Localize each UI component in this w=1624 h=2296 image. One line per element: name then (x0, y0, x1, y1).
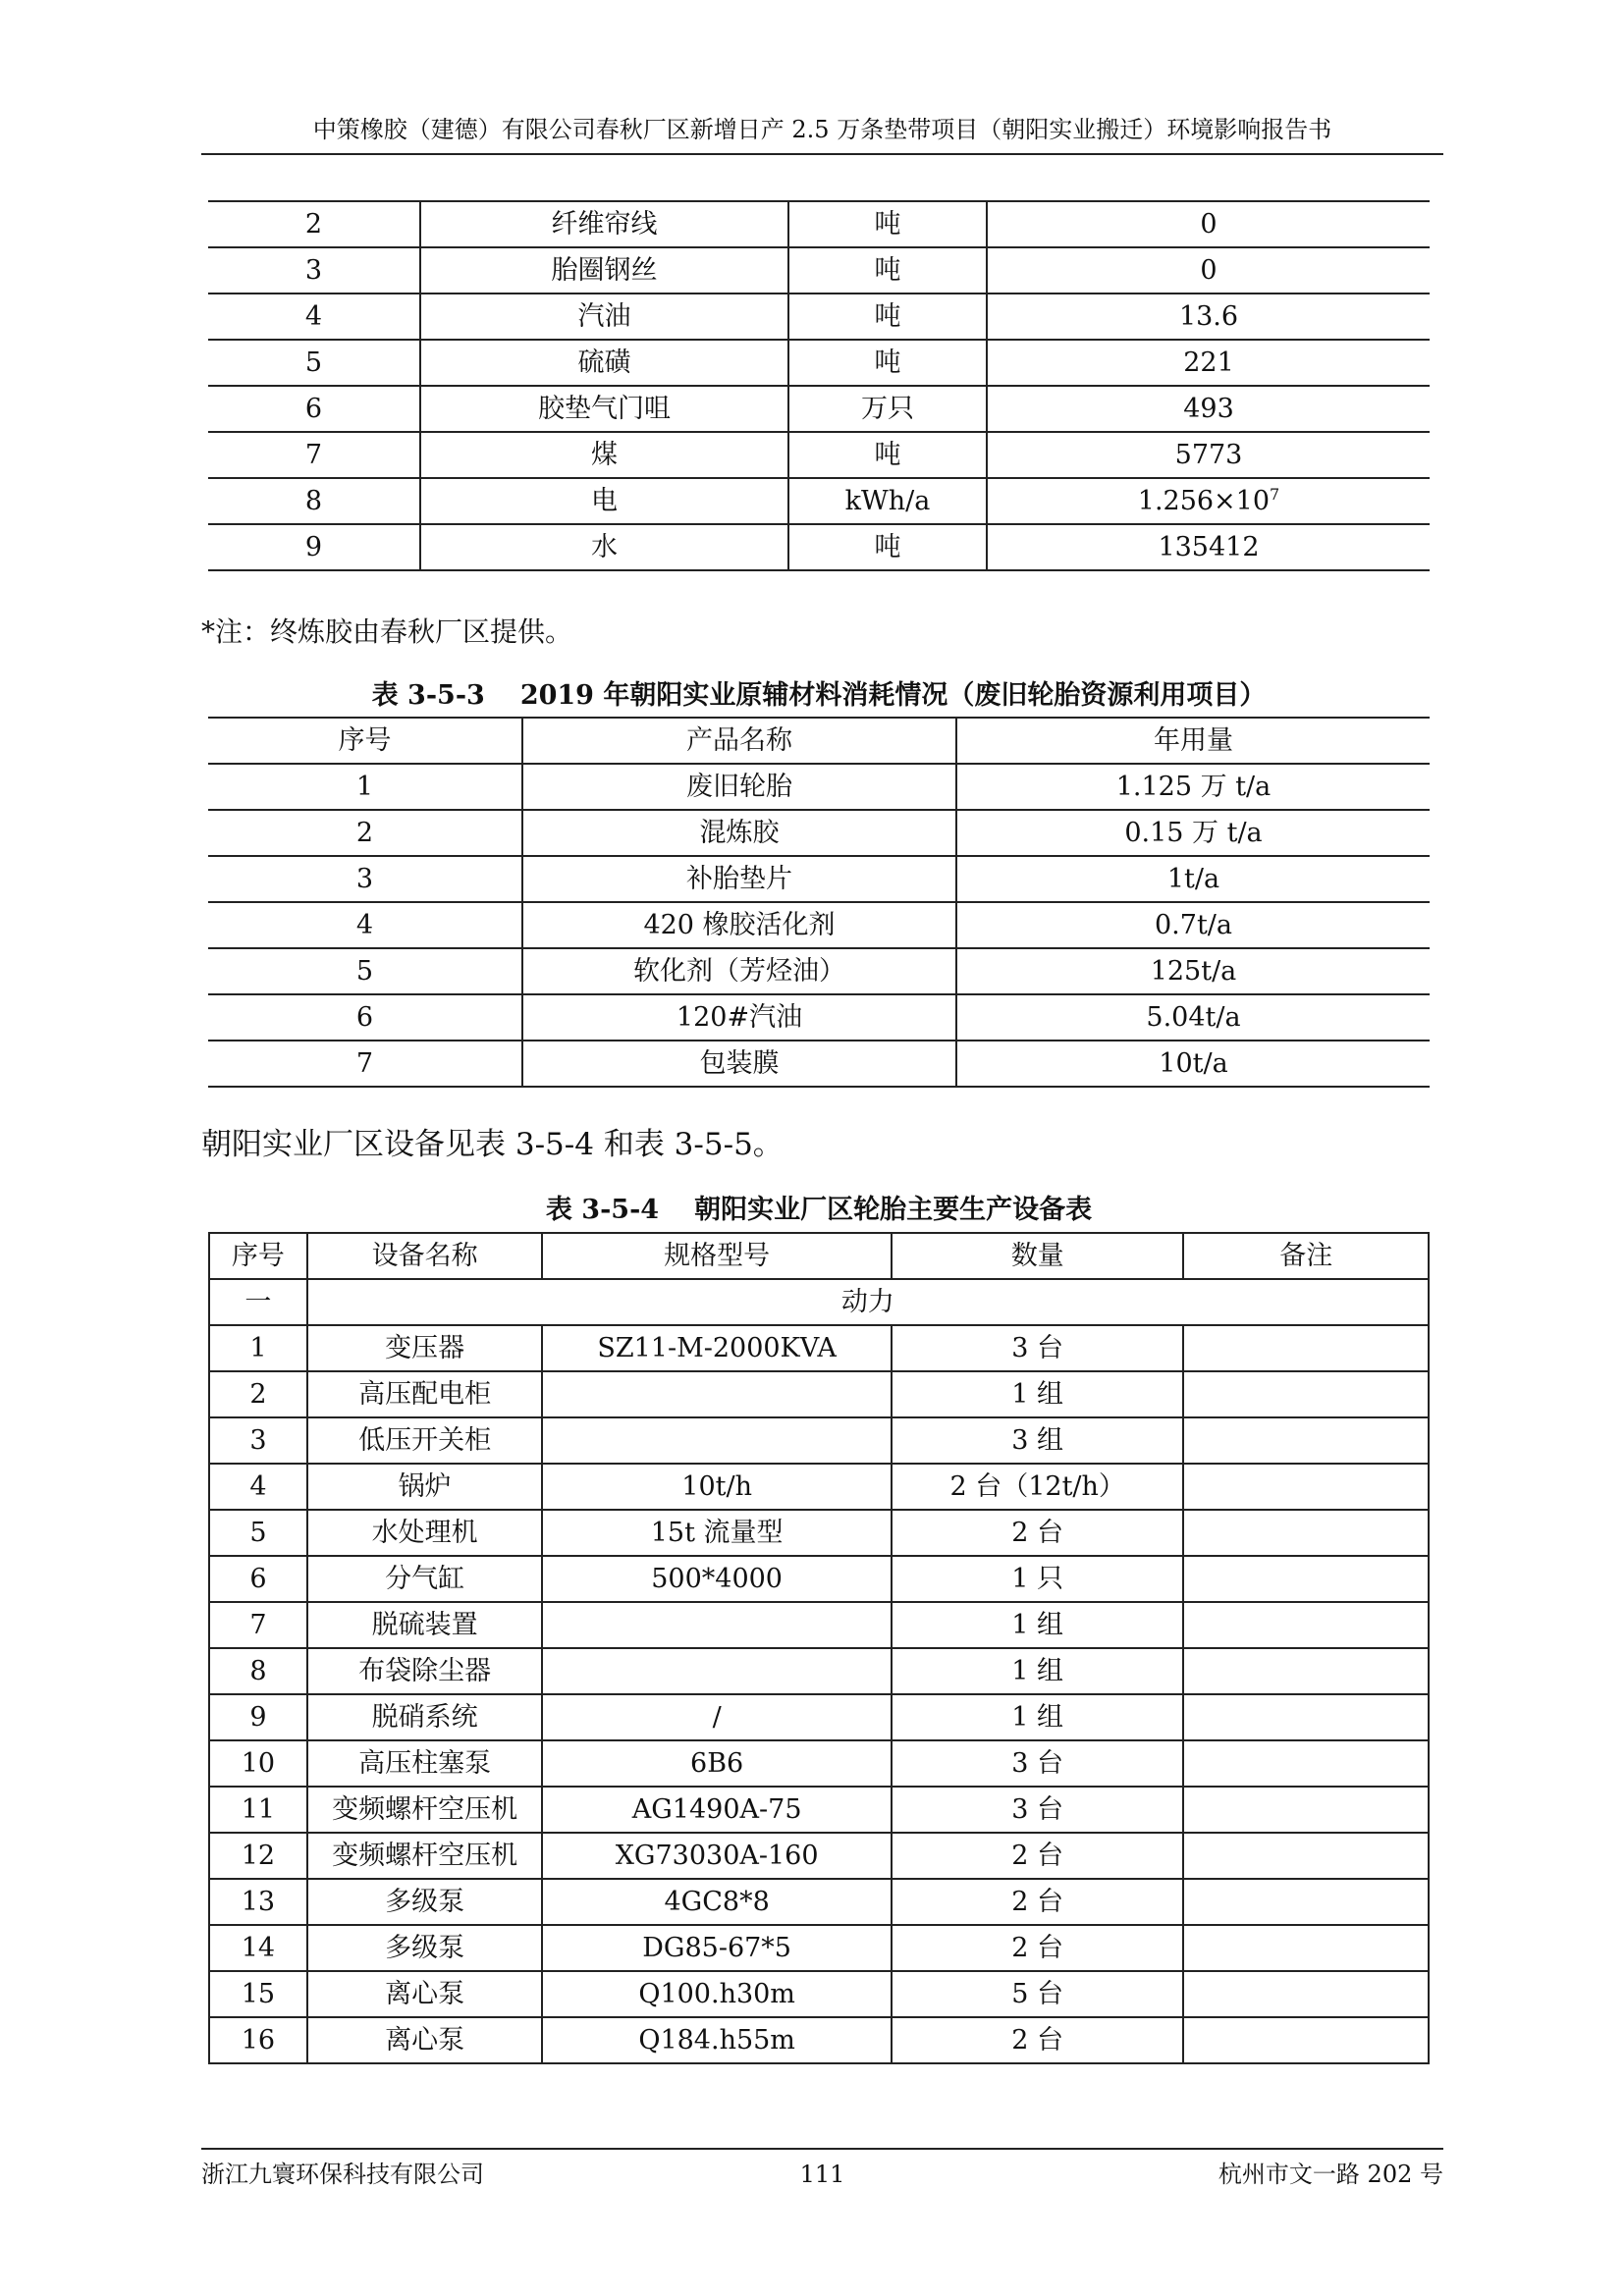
page-number: 111 (799, 2161, 845, 2188)
footer-company: 浙江九寰环保科技有限公司 (201, 2161, 484, 2188)
equipment-name: 布袋除尘器 (307, 1648, 543, 1694)
equipment-name: 变频螺杆空压机 (307, 1833, 543, 1879)
table-row (208, 902, 1430, 948)
quantity: 3 台 (892, 1787, 1184, 1833)
column-header: 数量 (892, 1233, 1184, 1279)
column-header: 设备名称 (307, 1233, 543, 1279)
table-row (209, 1787, 1429, 1833)
equipment-name: 高压配电柜 (307, 1371, 543, 1417)
product-name: 废旧轮胎 (522, 764, 956, 810)
remark (1183, 1556, 1429, 1602)
row-number: 4 (208, 902, 522, 948)
material-name: 电 (420, 478, 788, 524)
remark (1183, 1648, 1429, 1694)
quantity: 2 台（12t/h） (892, 1464, 1184, 1510)
remark (1183, 1879, 1429, 1925)
row-number: 4 (208, 294, 420, 340)
annual-amount: 1.125 万 t/a (956, 764, 1430, 810)
amount-value: 1.256×10 (1137, 486, 1271, 516)
table-row (209, 1833, 1429, 1879)
column-header: 产品名称 (522, 718, 956, 764)
table-row (208, 856, 1430, 902)
unit: 吨 (788, 247, 987, 294)
column-header: 年用量 (956, 718, 1430, 764)
row-number: 3 (208, 856, 522, 902)
column-header: 序号 (208, 718, 522, 764)
amount (987, 294, 1430, 340)
row-number: 12 (209, 1833, 307, 1879)
table-section-row (209, 1279, 1429, 1325)
specification: Q184.h55m (542, 2017, 892, 2063)
table-row (208, 764, 1430, 810)
row-number: 9 (209, 1694, 307, 1740)
amount-value: 0 (1200, 255, 1218, 286)
row-number: 7 (208, 1041, 522, 1087)
product-name: 混炼胶 (522, 810, 956, 856)
specification (542, 1371, 892, 1417)
remark (1183, 1602, 1429, 1648)
row-number: 8 (208, 478, 420, 524)
table-row (209, 1740, 1429, 1787)
table-row (209, 1325, 1429, 1371)
annual-amount: 1t/a (956, 856, 1430, 902)
row-number: 3 (209, 1417, 307, 1464)
specification: 500*4000 (542, 1556, 892, 1602)
amount-value: 5773 (1174, 440, 1243, 470)
table-row (209, 1556, 1429, 1602)
table-row (209, 1971, 1429, 2017)
row-number: 6 (209, 1556, 307, 1602)
table-row (208, 994, 1430, 1041)
quantity: 1 组 (892, 1648, 1184, 1694)
specification (542, 1417, 892, 1464)
annual-amount: 0.15 万 t/a (956, 810, 1430, 856)
column-header: 规格型号 (542, 1233, 892, 1279)
amount-value: 13.6 (1178, 301, 1239, 332)
table-row (209, 1417, 1429, 1464)
specification: XG73030A-160 (542, 1833, 892, 1879)
table-row (208, 478, 1430, 524)
material-name: 胎圈钢丝 (420, 247, 788, 294)
product-name: 420 橡胶活化剂 (522, 902, 956, 948)
row-number: 2 (208, 810, 522, 856)
annual-amount: 5.04t/a (956, 994, 1430, 1041)
footer-address: 杭州市文一路 202 号 (1218, 2161, 1443, 2188)
row-number: 4 (209, 1464, 307, 1510)
quantity: 2 台 (892, 1510, 1184, 1556)
equipment-name: 脱硫装置 (307, 1602, 543, 1648)
remark (1183, 1787, 1429, 1833)
page-footer (201, 2148, 1443, 2188)
row-number: 2 (208, 201, 420, 247)
product-name: 120#汽油 (522, 994, 956, 1041)
remark (1183, 2017, 1429, 2063)
specification (542, 1648, 892, 1694)
row-number: 10 (209, 1740, 307, 1787)
quantity: 1 只 (892, 1556, 1184, 1602)
unit: 吨 (788, 294, 987, 340)
remark (1183, 1925, 1429, 1971)
table-row (208, 948, 1430, 994)
unit: 吨 (788, 201, 987, 247)
amount (987, 524, 1430, 570)
amount (987, 478, 1430, 524)
remark (1183, 1464, 1429, 1510)
amount (987, 386, 1430, 432)
table-caption (208, 673, 1430, 712)
remark (1183, 1417, 1429, 1464)
specification: DG85-67*5 (542, 1925, 892, 1971)
table-row (208, 386, 1430, 432)
section-number: 一 (209, 1279, 307, 1325)
material-name: 水 (420, 524, 788, 570)
quantity: 2 台 (892, 2017, 1184, 2063)
quantity: 3 台 (892, 1325, 1184, 1371)
product-name: 软化剂（芳烃油） (522, 948, 956, 994)
page-header (201, 114, 1443, 155)
specification: 10t/h (542, 1464, 892, 1510)
amount (987, 340, 1430, 386)
caption-title: 2019 年朝阳实业原辅材料消耗情况（废旧轮胎资源利用项目） (519, 680, 1267, 711)
unit: 吨 (788, 432, 987, 478)
equipment-name: 离心泵 (307, 2017, 543, 2063)
table-row (208, 294, 1430, 340)
unit: kWh/a (788, 478, 987, 524)
amount-value: 221 (1183, 347, 1234, 378)
remark (1183, 1694, 1429, 1740)
amount-value: 0 (1200, 209, 1218, 240)
row-number: 7 (209, 1602, 307, 1648)
annual-amount: 125t/a (956, 948, 1430, 994)
report-title: 中策橡胶（建德）有限公司春秋厂区新增日产 2.5 万条垫带项目（朝阳实业搬迁）环境影响报告书 (312, 116, 1332, 143)
annual-amount: 10t/a (956, 1041, 1430, 1087)
material-name: 硫磺 (420, 340, 788, 386)
equipment-name: 脱硝系统 (307, 1694, 543, 1740)
material-name: 纤维帘线 (420, 201, 788, 247)
specification: SZ11-M-2000KVA (542, 1325, 892, 1371)
quantity: 3 台 (892, 1740, 1184, 1787)
row-number: 7 (208, 432, 420, 478)
amount-value: 493 (1183, 394, 1234, 424)
row-number: 6 (208, 994, 522, 1041)
row-number: 15 (209, 1971, 307, 2017)
table-row (209, 1648, 1429, 1694)
quantity: 1 组 (892, 1602, 1184, 1648)
equipment-name: 分气缸 (307, 1556, 543, 1602)
unit: 万只 (788, 386, 987, 432)
caption-title: 朝阳实业厂区轮胎主要生产设备表 (694, 1195, 1093, 1225)
table-row (209, 1510, 1429, 1556)
row-number: 2 (209, 1371, 307, 1417)
equipment-name: 多级泵 (307, 1879, 543, 1925)
row-number: 16 (209, 2017, 307, 2063)
table-row (208, 524, 1430, 570)
body-paragraph: 朝阳实业厂区设备见表 3-5-4 和表 3-5-5。 (201, 1127, 784, 1162)
equipment-name: 变压器 (307, 1325, 543, 1371)
table-row (208, 201, 1430, 247)
equipment-name: 离心泵 (307, 1971, 543, 2017)
table-row (209, 1371, 1429, 1417)
quantity: 2 台 (892, 1925, 1184, 1971)
remark (1183, 1971, 1429, 2017)
product-name: 补胎垫片 (522, 856, 956, 902)
specification: 15t 流量型 (542, 1510, 892, 1556)
quantity: 2 台 (892, 1879, 1184, 1925)
table-row (209, 1694, 1429, 1740)
row-number: 14 (209, 1925, 307, 1971)
equipment-name: 锅炉 (307, 1464, 543, 1510)
amount (987, 201, 1430, 247)
table-row (209, 1464, 1429, 1510)
caption-number: 表 3-5-3 (371, 680, 485, 711)
equipment-name: 高压柱塞泵 (307, 1740, 543, 1787)
row-number: 6 (208, 386, 420, 432)
unit: 吨 (788, 340, 987, 386)
remark (1183, 1740, 1429, 1787)
amount-value: 135412 (1158, 532, 1260, 562)
material-name: 汽油 (420, 294, 788, 340)
quantity: 3 组 (892, 1417, 1184, 1464)
equipment-name: 多级泵 (307, 1925, 543, 1971)
caption-number: 表 3-5-4 (545, 1195, 660, 1225)
quantity: 1 组 (892, 1371, 1184, 1417)
specification: Q100.h30m (542, 1971, 892, 2017)
equipment-name: 低压开关柜 (307, 1417, 543, 1464)
table-row (209, 1602, 1429, 1648)
table-row (209, 1925, 1429, 1971)
amount (987, 432, 1430, 478)
specification: AG1490A-75 (542, 1787, 892, 1833)
row-number: 8 (209, 1648, 307, 1694)
equipment-name: 变频螺杆空压机 (307, 1787, 543, 1833)
material-name: 胶垫气门咀 (420, 386, 788, 432)
material-name: 煤 (420, 432, 788, 478)
equipment-name: 水处理机 (307, 1510, 543, 1556)
row-number: 5 (208, 948, 522, 994)
column-header: 序号 (209, 1233, 307, 1279)
exponent: 7 (1270, 485, 1280, 504)
table-row (208, 1041, 1430, 1087)
table-row (209, 2017, 1429, 2063)
remark (1183, 1325, 1429, 1371)
amount (987, 247, 1430, 294)
table-row (208, 340, 1430, 386)
specification: 6B6 (542, 1740, 892, 1787)
row-number: 1 (209, 1325, 307, 1371)
annual-amount: 0.7t/a (956, 902, 1430, 948)
equipment-table (208, 1232, 1430, 2064)
row-number: 3 (208, 247, 420, 294)
column-header: 备注 (1183, 1233, 1429, 1279)
table-row (208, 432, 1430, 478)
table-row (209, 1879, 1429, 1925)
section-label: 动力 (307, 1279, 1429, 1325)
product-name: 包装膜 (522, 1041, 956, 1087)
table-row (208, 810, 1430, 856)
table-caption (208, 1188, 1430, 1226)
row-number: 9 (208, 524, 420, 570)
specification (542, 1602, 892, 1648)
row-number: 1 (208, 764, 522, 810)
quantity: 2 台 (892, 1833, 1184, 1879)
row-number: 5 (208, 340, 420, 386)
row-number: 11 (209, 1787, 307, 1833)
unit: 吨 (788, 524, 987, 570)
quantity: 1 组 (892, 1694, 1184, 1740)
row-number: 5 (209, 1510, 307, 1556)
raw-materials-table (208, 717, 1430, 1088)
remark (1183, 1371, 1429, 1417)
quantity: 5 台 (892, 1971, 1184, 2017)
remark (1183, 1833, 1429, 1879)
table-row (208, 247, 1430, 294)
row-number: 13 (209, 1879, 307, 1925)
materials-table-continued (208, 200, 1430, 571)
table-note: *注：终炼胶由春秋厂区提供。 (201, 615, 573, 648)
specification: / (542, 1694, 892, 1740)
specification: 4GC8*8 (542, 1879, 892, 1925)
remark (1183, 1510, 1429, 1556)
